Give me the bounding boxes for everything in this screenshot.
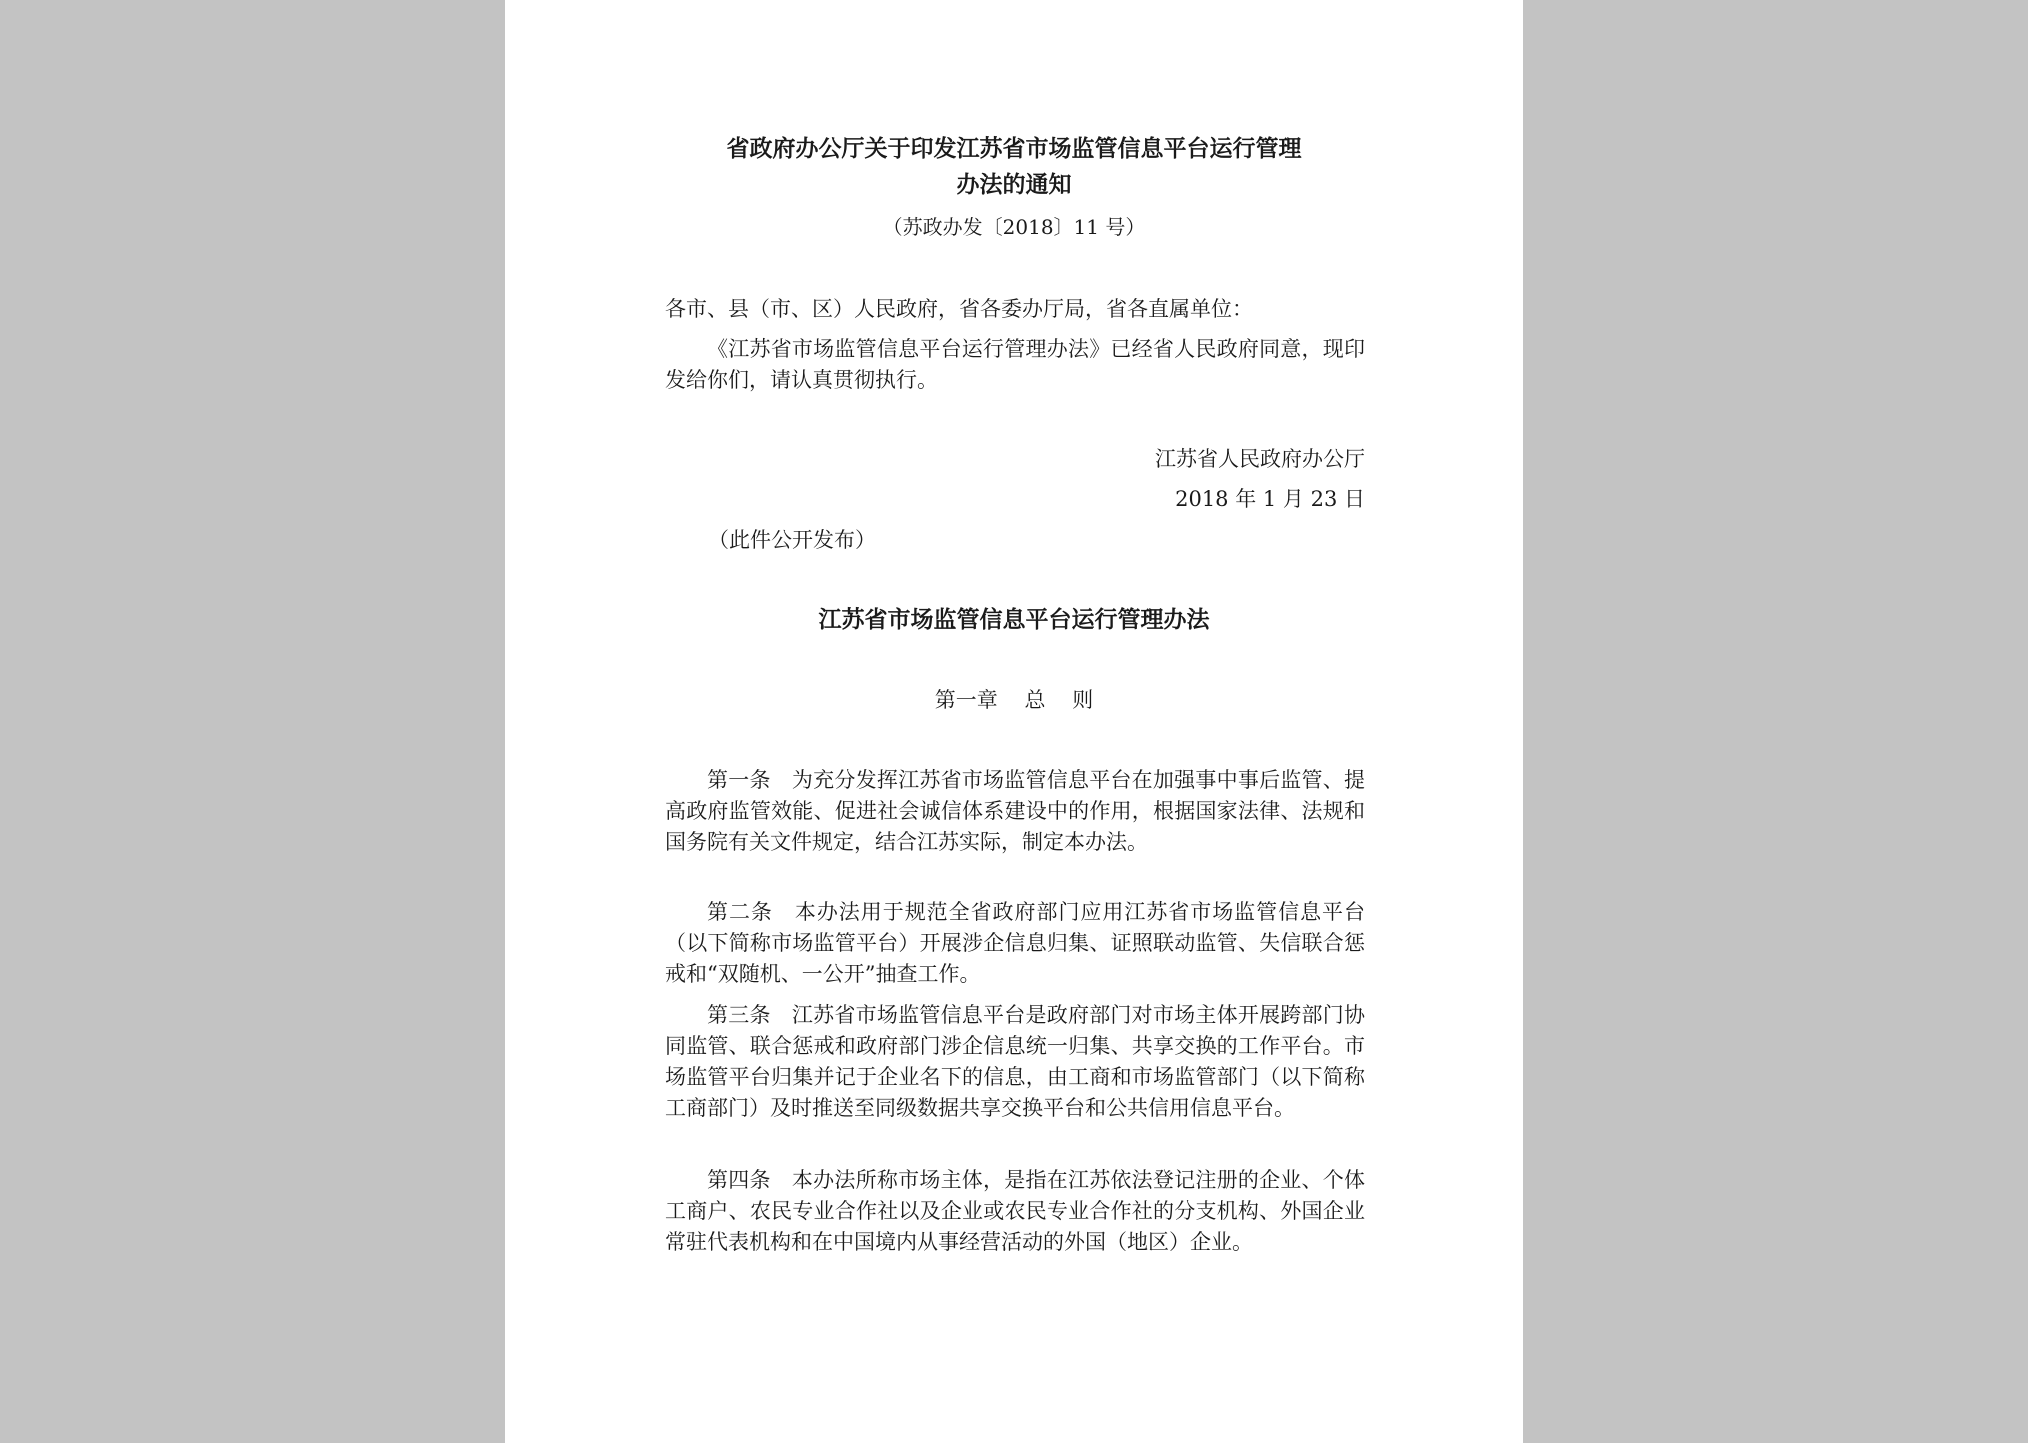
publication-note: （此件公开发布） xyxy=(708,528,876,552)
chapter-heading: 第一章 总 则 xyxy=(934,688,1094,712)
article-label: 第一条 xyxy=(707,768,771,792)
measures-title: 江苏省市场监管信息平台运行管理办法 xyxy=(818,607,1210,633)
addressee-line: 各市、县（市、区）人民政府，省各委办厅局，省各直属单位： xyxy=(665,297,1253,321)
issue-date: 2018 年 1 月 23 日 xyxy=(1175,487,1365,511)
article-4 xyxy=(665,1165,1365,1258)
article-3 xyxy=(665,1000,1365,1124)
document-number: （苏政办发〔2018〕11 号） xyxy=(882,215,1146,239)
document-page xyxy=(505,0,1523,1443)
article-text: 本办法所称市场主体，是指在江苏依法登记注册的企业、个体工商户、农民专业合作社以及企业或农民专业合作社的分支机构、外国企业常驻代表机构和在中国境内从事经营活动的外国（地区）企业。 xyxy=(665,1168,1366,1254)
issuer-signature: 江苏省人民政府办公厅 xyxy=(1155,447,1365,471)
notice-title-line-2: 办法的通知 xyxy=(956,172,1072,198)
article-2 xyxy=(665,897,1365,990)
article-label: 第三条 xyxy=(707,1003,771,1027)
notice-title-line-1: 省政府办公厅关于印发江苏省市场监管信息平台运行管理 xyxy=(726,136,1302,162)
article-text: 江苏省市场监管信息平台是政府部门对市场主体开展跨部门协同监管、联合惩戒和政府部门涉企信息统一归集、共享交换的工作平台。市场监管平台归集并记于企业名下的信息，由工商和市场监管部门（以下简称工商部门）及时推送至同级数据共享交换平台和公共信用信息平台。 xyxy=(665,1003,1366,1120)
article-label: 第四条 xyxy=(707,1168,771,1192)
article-text: 为充分发挥江苏省市场监管信息平台在加强事中事后监管、提高政府监管效能、促进社会诚信体系建设中的作用，根据国家法律、法规和国务院有关文件规定，结合江苏实际，制定本办法。 xyxy=(665,768,1366,854)
notice-body: 《江苏省市场监管信息平台运行管理办法》已经省人民政府同意，现印发给你们，请认真贯彻执行。 xyxy=(665,337,1365,392)
article-text: 本办法用于规范全省政府部门应用江苏省市场监管信息平台（以下简称市场监管平台）开展涉企信息归集、证照联动监管、失信联合惩戒和“双随机、一公开”抽查工作。 xyxy=(665,900,1366,986)
article-1 xyxy=(665,765,1365,858)
article-label: 第二条 xyxy=(707,900,773,924)
